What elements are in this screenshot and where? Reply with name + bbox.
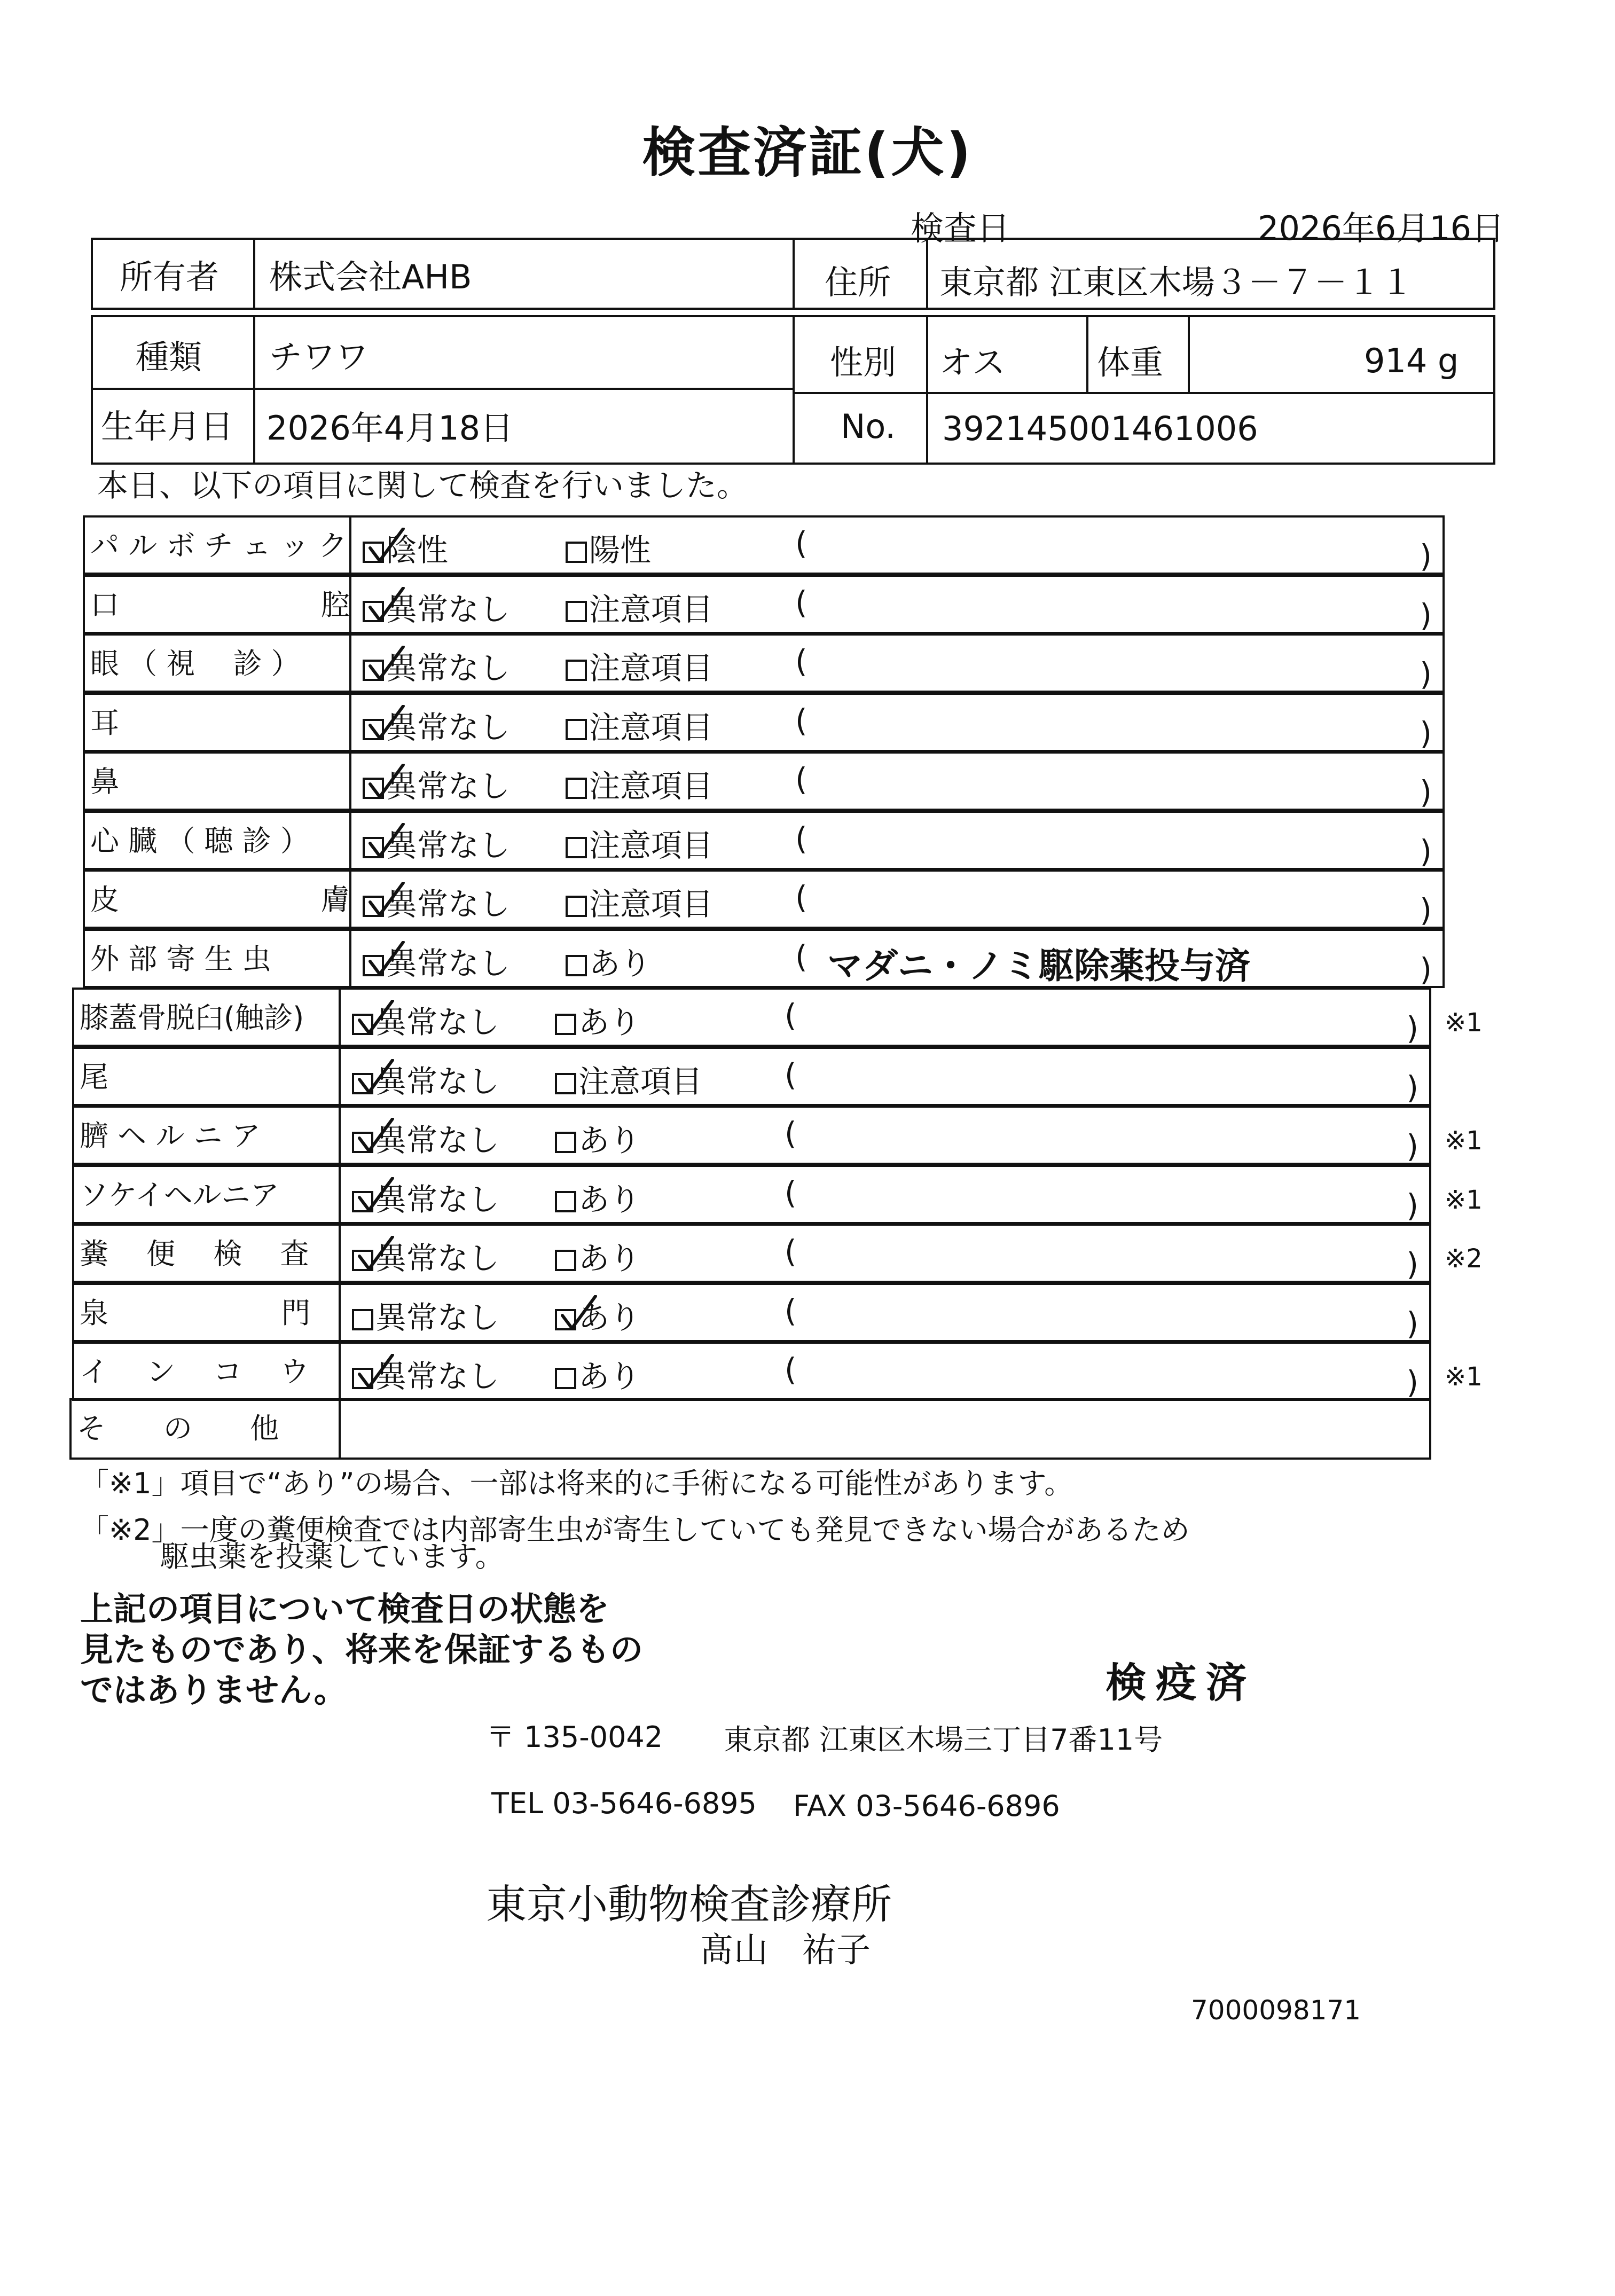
remark-close-paren: ) <box>1406 1069 1418 1106</box>
option-1-label: 異常なし <box>375 1063 500 1100</box>
option-2 <box>566 820 713 865</box>
other-label: そ の 他 <box>77 1412 279 1445</box>
disclaimer-line: 上記の項目について検査日の状態を <box>80 1589 609 1628</box>
weight-label: 体重 <box>1097 343 1164 382</box>
check-item-label: 臍 ヘ ル ニ ア <box>80 1119 261 1153</box>
option-2 <box>555 1351 640 1396</box>
option-2-label: あり <box>578 1122 641 1158</box>
remark-close-paren: ) <box>1406 1305 1418 1342</box>
remark-open-paren: ( <box>785 1292 797 1329</box>
remark-close-paren: ) <box>1420 833 1432 869</box>
option-1 <box>352 1174 499 1219</box>
option-1-label: 異常なし <box>386 768 511 804</box>
option-2 <box>566 584 713 629</box>
note-mark: ※1 <box>1445 1126 1483 1156</box>
checkbox-option-2[interactable] <box>566 778 587 799</box>
remark-close-paren: ) <box>1420 656 1432 692</box>
checkbox-option-1[interactable] <box>352 1368 373 1389</box>
option-1 <box>352 1292 499 1337</box>
option-1 <box>363 879 510 924</box>
document-number: 7000098171 <box>1191 1995 1361 2026</box>
remark-close-paren: ) <box>1406 1246 1418 1282</box>
address-value: 東京都 江東区木場３－７－１１ <box>939 263 1414 302</box>
option-2 <box>566 879 713 924</box>
checkbox-option-1[interactable] <box>352 1073 373 1094</box>
no-label: No. <box>841 407 896 446</box>
check-item-label: 外 部 寄 生 虫 <box>90 942 271 976</box>
option-1-label: 異常なし <box>375 1358 500 1394</box>
footnote-2: 「※2」一度の糞便検査では内部寄生虫が寄生していても発見できない場合があるため <box>80 1513 1190 1547</box>
option-2-label: 注意項目 <box>578 1063 703 1100</box>
option-1-label: 異常なし <box>375 1181 500 1218</box>
checkbox-option-2[interactable] <box>555 1073 576 1094</box>
option-2-label: 注意項目 <box>589 591 714 628</box>
option-1 <box>363 643 510 688</box>
clinic-fax: FAX 03-5646-6896 <box>793 1789 1060 1823</box>
other-row <box>69 1398 1431 1460</box>
remark-close-paren: ) <box>1420 774 1432 810</box>
option-2 <box>555 1292 640 1337</box>
checkbox-option-2[interactable] <box>566 955 587 976</box>
option-2 <box>555 1115 640 1160</box>
option-1-label: 異常なし <box>386 650 511 686</box>
remark-open-paren: ( <box>785 1174 797 1211</box>
option-2 <box>555 1056 702 1101</box>
quarantine-stamp: 検疫済 <box>1106 1659 1256 1706</box>
postal-code: 〒 135-0042 <box>486 1720 663 1754</box>
remark-open-paren: ( <box>795 761 807 797</box>
check-row <box>72 1106 1431 1165</box>
sex-value: オス <box>939 343 1006 382</box>
option-2 <box>566 702 713 747</box>
check-row <box>72 1047 1431 1106</box>
note-mark: ※1 <box>1445 1185 1483 1215</box>
address-label: 住所 <box>825 263 891 302</box>
remark-open-paren: ( <box>785 1233 797 1270</box>
check-item-label: 泉 門 <box>80 1296 310 1330</box>
check-row <box>83 515 1445 575</box>
check-item-label: 耳 <box>90 706 119 740</box>
check-item-label: 尾 <box>80 1060 108 1094</box>
page-title: 検査済証(犬) <box>642 121 973 184</box>
remark-close-paren: ) <box>1406 1364 1418 1400</box>
check-row <box>83 633 1445 693</box>
option-2 <box>555 1233 640 1278</box>
checkbox-option-1[interactable] <box>363 778 384 799</box>
type-label: 種類 <box>136 338 202 377</box>
option-2-label: あり <box>578 1004 641 1040</box>
checkbox-option-1[interactable] <box>352 1132 373 1153</box>
remark-text: マダニ・ノミ駆除薬投与済 <box>827 945 1250 986</box>
remark-open-paren: ( <box>795 584 807 621</box>
option-1 <box>363 702 510 747</box>
sex-label: 性別 <box>830 343 897 382</box>
note-mark: ※1 <box>1445 1008 1483 1038</box>
option-2-label: 注意項目 <box>589 886 714 922</box>
option-2-label: 注意項目 <box>589 650 714 686</box>
option-2 <box>566 525 651 570</box>
option-2-label: あり <box>589 945 652 982</box>
option-1 <box>363 938 510 983</box>
check-row <box>83 751 1445 811</box>
check-row <box>72 988 1431 1047</box>
check-row <box>72 1165 1431 1224</box>
checkbox-option-1[interactable] <box>352 1309 373 1330</box>
remark-close-paren: ) <box>1420 597 1432 633</box>
check-row <box>72 1224 1431 1283</box>
option-2-label: あり <box>578 1240 641 1276</box>
remark-open-paren: ( <box>785 1351 797 1388</box>
option-1-label: 異常なし <box>375 1240 500 1276</box>
option-1-label: 異常なし <box>375 1299 500 1336</box>
option-1-label: 異常なし <box>386 591 511 628</box>
check-row <box>83 693 1445 752</box>
checkbox-option-2[interactable] <box>555 1191 576 1212</box>
option-1 <box>363 525 448 570</box>
option-2 <box>566 938 651 983</box>
no-value: 392145001461006 <box>942 409 1258 448</box>
option-1 <box>352 1115 499 1160</box>
checkbox-option-1[interactable] <box>352 1191 373 1212</box>
disclaimer <box>80 1589 643 1711</box>
weight-value: 914 g <box>1364 341 1459 380</box>
check-item-label: パ ル ボ チ ェ ッ ク <box>90 529 347 562</box>
remark-close-paren: ) <box>1406 1128 1418 1164</box>
check-item-label: 眼 （ 視 診 ） <box>90 647 300 680</box>
disclaimer-line: ではありません。 <box>80 1671 347 1710</box>
vet-name: 髙山 祐子 <box>700 1931 871 1970</box>
option-2-label: 注意項目 <box>589 827 714 864</box>
owner-label: 所有者 <box>120 257 219 296</box>
checkbox-option-2[interactable] <box>566 719 587 740</box>
option-2-label: 注意項目 <box>589 768 714 804</box>
inspection-date: 2026年6月16日 <box>1258 209 1505 248</box>
animal-box <box>91 315 1495 465</box>
option-2 <box>555 1174 640 1219</box>
footnote-2-cont: 駆虫薬を投薬しています。 <box>160 1540 504 1573</box>
note-mark: ※1 <box>1445 1362 1483 1392</box>
check-item-label: 膝蓋骨脱臼(触診) <box>80 1001 304 1035</box>
check-item-label: 糞 便 検 査 <box>80 1237 309 1271</box>
remark-open-paren: ( <box>795 820 807 857</box>
remark-close-paren: ) <box>1420 715 1432 751</box>
checkbox-option-1[interactable] <box>352 1014 373 1035</box>
option-2 <box>555 997 640 1042</box>
checkbox-option-1[interactable] <box>363 719 384 740</box>
disclaimer-line: 見たものであり、将来を保証するもの <box>80 1630 644 1669</box>
remark-close-paren: ) <box>1420 538 1432 574</box>
check-item-label: ソケイヘルニア <box>80 1178 279 1212</box>
option-1 <box>363 584 510 629</box>
check-row <box>72 1283 1431 1342</box>
option-2 <box>566 643 713 688</box>
remark-close-paren: ) <box>1406 1187 1418 1224</box>
option-2-label: あり <box>578 1358 641 1394</box>
checkbox-option-1[interactable] <box>363 896 384 917</box>
check-row <box>83 811 1445 870</box>
remark-open-paren: ( <box>785 1056 797 1093</box>
option-1 <box>363 761 510 806</box>
remark-open-paren: ( <box>795 643 807 679</box>
checkbox-option-2[interactable] <box>555 1309 576 1330</box>
checkbox-option-2[interactable] <box>566 660 587 681</box>
option-1 <box>352 1056 499 1101</box>
birth-label: 生年月日 <box>101 407 234 446</box>
option-1 <box>352 1233 499 1278</box>
type-value: チワワ <box>269 338 369 377</box>
note-mark: ※2 <box>1445 1244 1483 1274</box>
checkbox-option-1[interactable] <box>352 1250 373 1271</box>
option-1-label: 異常なし <box>375 1004 500 1040</box>
option-2-label: 陽性 <box>589 532 652 568</box>
remark-open-paren: ( <box>785 1115 797 1151</box>
checkbox-option-1[interactable] <box>363 660 384 681</box>
remark-close-paren: ) <box>1406 1010 1418 1046</box>
check-item-label: 皮 膚 <box>90 883 350 916</box>
check-row <box>83 929 1445 988</box>
option-2-label: あり <box>578 1181 641 1218</box>
checkbox-option-2[interactable] <box>566 837 587 858</box>
remark-open-paren: ( <box>795 879 807 915</box>
option-2-label: 注意項目 <box>589 709 714 746</box>
clinic-address: 東京都 江東区木場三丁目7番11号 <box>724 1723 1163 1757</box>
option-1-label: 異常なし <box>386 886 511 922</box>
remark-open-paren: ( <box>795 938 807 975</box>
checkbox-option-2[interactable] <box>555 1014 576 1035</box>
checkbox-option-2[interactable] <box>555 1250 576 1271</box>
check-item-label: イ ン コ ウ <box>80 1355 309 1389</box>
check-item-label: 鼻 <box>90 765 119 798</box>
checkbox-option-2[interactable] <box>555 1132 576 1153</box>
remark-close-paren: ) <box>1420 892 1432 928</box>
option-1-label: 陰性 <box>386 532 449 568</box>
checkbox-option-2[interactable] <box>566 542 587 563</box>
intro-text: 本日、以下の項目に関して検査を行いました。 <box>97 467 748 504</box>
option-1-label: 異常なし <box>375 1122 500 1158</box>
check-row <box>83 575 1445 634</box>
checkbox-option-1[interactable] <box>363 601 384 622</box>
clinic-name: 東京小動物検査診療所 <box>486 1880 892 1928</box>
owner-value: 株式会社AHB <box>269 257 472 296</box>
remark-open-paren: ( <box>785 997 797 1033</box>
clinic-tel: TEL 03-5646-6895 <box>491 1786 757 1820</box>
option-1-label: 異常なし <box>386 945 511 982</box>
option-2 <box>566 761 713 806</box>
option-1-label: 異常なし <box>386 827 511 864</box>
owner-box <box>91 238 1495 310</box>
checkbox-option-2[interactable] <box>566 896 587 917</box>
footnote-1: 「※1」項目で“あり”の場合、一部は将来的に手術になる可能性があります。 <box>80 1467 1073 1500</box>
checkbox-option-1[interactable] <box>363 955 384 976</box>
inspection-date-label: 検査日 <box>911 209 1010 248</box>
checkbox-option-1[interactable] <box>363 837 384 858</box>
check-item-label: 口 腔 <box>90 588 350 622</box>
option-1 <box>352 997 499 1042</box>
option-1 <box>363 820 510 865</box>
checkbox-option-1[interactable] <box>363 542 384 563</box>
remark-open-paren: ( <box>795 702 807 739</box>
birth-value: 2026年4月18日 <box>266 409 514 448</box>
option-2-label: あり <box>578 1299 641 1336</box>
check-row <box>83 869 1445 929</box>
option-1 <box>352 1351 499 1396</box>
check-row <box>72 1342 1431 1401</box>
option-1-label: 異常なし <box>386 709 511 746</box>
remark-open-paren: ( <box>795 525 807 561</box>
remark-close-paren: ) <box>1420 951 1432 988</box>
checkbox-option-2[interactable] <box>566 601 587 622</box>
checkbox-option-2[interactable] <box>555 1368 576 1389</box>
check-item-label: 心 臓 （ 聴 診 ） <box>90 824 309 858</box>
